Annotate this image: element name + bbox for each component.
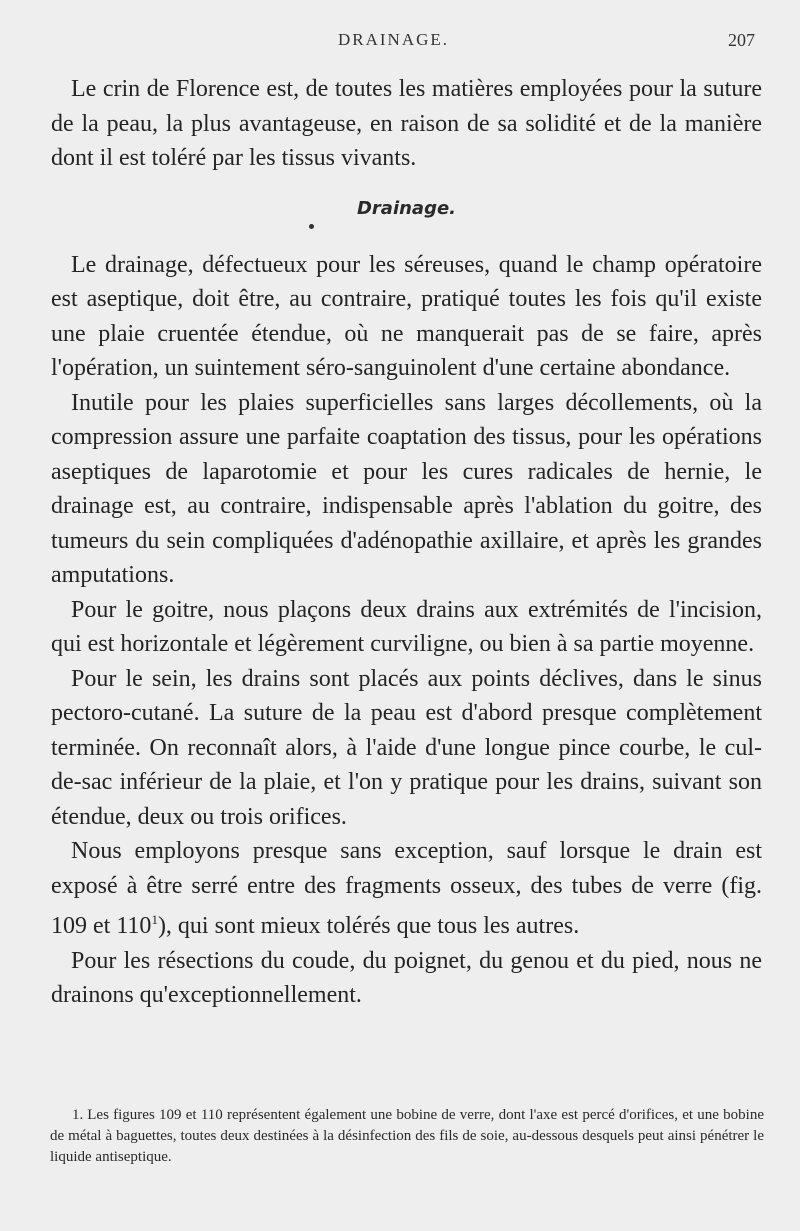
paragraph: Inutile pour les plaies superficielles sans larges décollements, où la compression assure une parfaite coaptation des tissus, pour les opérations aseptiques de laparotomie et pour les cures radicales de hernie, le drainage est, au contraire, indispensable après l'ablation du goitre, des tumeurs du sein compliquées d'adénopathie axillaire, et après les grandes amputations. (51, 389, 762, 588)
footnote-number: 1. (72, 1107, 84, 1123)
running-head: DRAINAGE. (338, 30, 450, 49)
paragraph-text: Nous employons presque sans exception, sauf lorsque le drain est exposé à être serré entre des fragments osseux, des tubes de verre (fig. 109 et 110 (51, 838, 762, 939)
paragraph (51, 834, 762, 944)
section-heading-text: Drainage. (356, 197, 457, 219)
paragraph: Pour le sein, les drains sont placés aux points déclives, dans le sinus pectoro-cutané. La suture de la peau est d'abord presque complètement terminée. On reconnaît alors, à l'aide d'une longue pince courbe, le cul-de-sac inférieur de la plaie, et l'on y pratique pour les drains, suivant son étendue, deux ou trois orifices. (51, 665, 762, 830)
ornament-dot (309, 224, 314, 229)
paragraph: Pour le goitre, nous plaçons deux drains aux extrémités de l'incision, qui est horizontale et légèrement curviligne, ou bien à sa partie moyenne. (51, 596, 762, 657)
paragraph: Le crin de Florence est, de toutes les matières employées pour la suture de la peau, la plus avantageuse, en raison de sa solidité et de la manière dont il est toléré par les tissus vivants. (51, 76, 762, 171)
footnote (50, 1105, 764, 1168)
page-number: 207 (728, 30, 755, 50)
section-heading (51, 176, 762, 248)
paragraph-text: ), qui sont mieux tolérés que tous les autres. (157, 913, 580, 939)
paragraph: Pour les résections du coude, du poignet, du genou et du pied, nous ne drainons qu'exceptionnellement. (51, 947, 762, 1008)
footnote-ref: 1 (151, 912, 158, 927)
main-text (51, 72, 762, 1013)
paragraph: Le drainage, défectueux pour les séreuses, quand le champ opératoire est aseptique, doit être, au contraire, pratiqué toutes les fois qu'il existe une plaie cruentée étendue, où ne manquerait pas de se faire, après l'opération, un suintement séro-sanguinolent d'une certaine abondance. (51, 251, 762, 381)
footnote-text: Les figures 109 et 110 représentent également une bobine de verre, dont l'axe est percé d'orifices, et une bobine de métal à baguettes, toutes deux destinées à la désinfection des fils de soie, au-dessous desquels peut ainsi pénétrer le liquide antiseptique. (50, 1107, 764, 1165)
page-header (0, 30, 800, 56)
